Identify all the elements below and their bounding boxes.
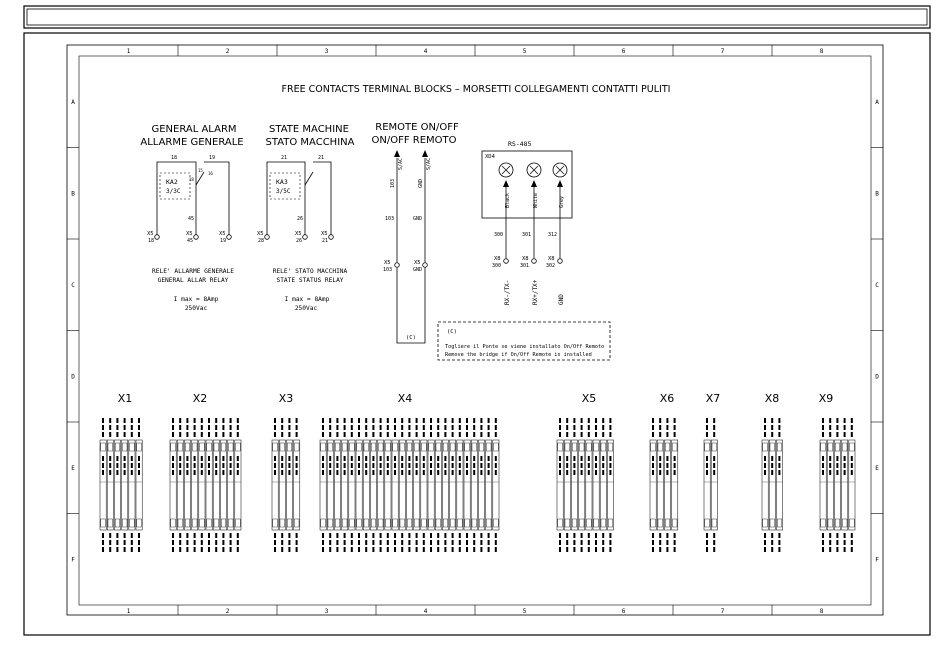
zone-column-label: 4 [423,48,428,55]
terminal-cell [294,418,300,552]
zone-column-label: 3 [324,48,329,55]
remote-title-en: REMOTE ON/OFF [375,122,459,133]
state-machine-relay-label-it: RELE' STATO MACCHINA [272,268,348,275]
drawing-title: FREE CONTACTS TERMINAL BLOCKS – MORSETTI COLLEGAMENTI CONTATTI PULITI [281,84,671,95]
terminal-cell [192,418,198,552]
rs485-core-color: White [533,192,539,208]
svg-text:19: 19 [220,238,227,244]
terminal-cell [349,418,355,552]
zone-row-label: D [875,373,879,381]
terminal-block-label: X9 [818,392,834,405]
terminal-cell [478,418,484,552]
terminal-cell [442,418,448,552]
svg-text:45: 45 [187,238,194,244]
terminal-cell [428,418,434,552]
svg-text:26: 26 [296,238,303,244]
terminal-cell [100,418,106,552]
terminal-cell [399,418,405,552]
general-alarm-relay-label-en: GENERAL ALLAR RELAY [157,277,229,284]
svg-text:X5: X5 [295,231,302,237]
rs485-signal-label: GND [558,294,565,305]
terminal-cell [586,418,592,552]
svg-text:21: 21 [318,155,325,161]
svg-text:X5: X5 [186,231,193,237]
svg-text:103: 103 [383,267,393,273]
terminal-cell [820,418,826,552]
terminal-cell [320,418,326,552]
svg-text:103: 103 [385,216,395,222]
zone-column-label: 8 [819,48,824,55]
terminal-cell [279,418,285,552]
terminal-cell [356,418,362,552]
terminal-cell [272,418,278,552]
state-machine-relay-label-en: STATE STATUS RELAY [276,277,344,284]
rs485-wire-number: 312 [548,232,558,238]
rs485-terminal [532,259,537,264]
state-machine-rating: I max = 8Amp [284,296,330,303]
terminal-cell [762,418,768,552]
general-alarm-title-it: ALLARME GENERALE [140,137,244,148]
rs485-title: RS-485 [508,140,532,148]
ka3-relay-pins: 3/5C [276,188,291,195]
terminal-cell [385,418,391,552]
terminal-cell [342,418,348,552]
terminal-cell [486,418,492,552]
terminal-cell [228,418,234,552]
terminal-cell [286,418,292,552]
rs485-core-color: Grey [559,195,565,208]
bridge-note [438,322,610,360]
general-alarm-rating: I max = 8Amp [173,296,219,303]
state-machine-voltage: 250Vac [294,305,318,312]
rs485-terminal-number: 302 [546,263,556,269]
zone-column-label: 8 [819,608,824,615]
zone-column-label: 2 [225,48,230,55]
terminal-cell [213,418,219,552]
terminal-cell [650,418,656,552]
terminal-cell [334,418,340,552]
rs485-terminal-block: X8 [494,256,501,262]
terminal-cell [170,418,176,552]
svg-text:18: 18 [148,238,155,244]
svg-text:S/AC: S/AC [426,157,432,170]
zone-column-label: 2 [225,608,230,615]
terminal-cell [711,418,717,552]
svg-text:GND: GND [413,216,423,222]
rs485-signal-label: RX-/TX- [504,279,511,305]
svg-text:GND: GND [413,267,423,273]
zone-row-label: E [71,464,75,472]
terminal-cell [704,418,710,552]
zone-row-label: F [875,556,879,564]
terminal-block-label: X7 [705,392,721,405]
terminal-block-label: X6 [659,392,675,405]
terminal-cell [672,418,678,552]
terminal-cell [493,418,499,552]
terminal-cell [435,418,441,552]
general-alarm-voltage: 250Vac [184,305,208,312]
terminal-block-label: X5 [581,392,597,405]
svg-text:45: 45 [188,216,195,222]
svg-text:103: 103 [390,178,396,188]
note-line-en: Remove the bridge if On/Off Remote is installed [445,352,592,358]
remote-onoff-circuit [371,122,458,343]
rs485-wire-number: 301 [522,232,532,238]
terminal-cell [421,418,427,552]
terminal-cell [593,418,599,552]
svg-text:21: 21 [322,238,329,244]
terminal-cell [370,418,376,552]
svg-text:18: 18 [171,155,178,161]
terminal-cell [122,418,128,552]
svg-text:15: 15 [198,168,203,173]
svg-text:GND: GND [418,178,424,188]
svg-text:18: 18 [189,177,194,182]
terminal-cell [177,418,183,552]
terminal-cell [199,418,205,552]
terminal-cell [579,418,585,552]
zone-row-label: F [71,556,75,564]
zone-column-label: 7 [720,48,725,55]
remote-bridge [397,268,425,343]
terminal-block-label: X1 [117,392,133,405]
svg-text:X5: X5 [384,260,391,266]
state-machine-circuit [257,124,355,312]
ka2-relay-tag: KA2 [166,178,178,186]
zone-row-label: C [875,281,879,289]
terminal-cell [406,418,412,552]
terminal-cell [220,418,226,552]
terminal-cell [471,418,477,552]
rs485-terminal-number: 301 [520,263,530,269]
svg-text:19: 19 [209,155,216,161]
note-tag: (C) [447,329,457,335]
terminal-cell [392,418,398,552]
general-alarm-title-en: GENERAL ALARM [151,124,237,135]
zone-column-label: 5 [522,48,527,55]
terminal-block-label: X4 [397,392,413,405]
rs485-terminal-block: X8 [522,256,529,262]
note-line-it: Togliere il Ponte se viene installato On/Off Remoto [445,344,605,350]
terminal-cell [834,418,840,552]
svg-text:X5: X5 [147,231,154,237]
terminal-cell [414,418,420,552]
terminal-cell [464,418,470,552]
terminal-block-label: X3 [278,392,294,405]
terminal-cell [184,418,190,552]
general-alarm-relay-label-it: RELE' ALLARME GENERALE [152,268,234,275]
terminal-block-label: X8 [764,392,780,405]
terminal-cell [657,418,663,552]
terminal-cell [363,418,369,552]
zone-column-label: 4 [423,608,428,615]
terminal-cell [827,418,833,552]
zone-column-label: 7 [720,608,725,615]
svg-text:X5: X5 [257,231,264,237]
terminal-cell [235,418,241,552]
rs485-terminal-number: 300 [492,263,502,269]
rs485-connector-tag: XD4 [485,154,495,160]
svg-text:X5: X5 [321,231,328,237]
zone-row-label: E [875,464,879,472]
terminal-cell [664,418,670,552]
zone-row-label: C [71,281,75,289]
terminal-cell [557,418,563,552]
svg-text:S/AC: S/AC [398,157,404,170]
rs485-signal-label: RX+/TX+ [532,279,539,305]
terminal-cell [842,418,848,552]
rs485-pins [492,163,567,305]
svg-text:16: 16 [208,171,213,176]
rs485-terminal [504,259,509,264]
terminal-cell [564,418,570,552]
ka3-relay-tag: KA3 [276,178,288,186]
terminal-cell [107,418,113,552]
zone-row-label: B [71,190,75,198]
rs485-terminal-block: X8 [548,256,555,262]
terminal-cell [849,418,855,552]
zone-column-label: 6 [621,608,626,615]
terminal-block-strip [100,392,855,552]
terminal-cell [136,418,142,552]
svg-text:21: 21 [281,155,288,161]
zone-row-label: A [71,98,75,106]
svg-text:X5: X5 [219,231,226,237]
zone-column-label: 1 [126,608,131,615]
terminal-cell [571,418,577,552]
terminal-cell [457,418,463,552]
terminal-cell [206,418,212,552]
terminal-cell [450,418,456,552]
rs485-core-color: Black [505,192,511,208]
terminal-cell [327,418,333,552]
terminal-cell [600,418,606,552]
remote-title-it: ON/OFF REMOTO [371,135,457,146]
zone-column-label: 5 [522,608,527,615]
remote-bridge-tag: (C) [406,335,416,341]
state-machine-title-en: STATE MACHINE [269,124,349,135]
zone-row-label: A [875,98,879,106]
rs485-terminal [558,259,563,264]
terminal-cell [378,418,384,552]
terminal-cell [114,418,120,552]
terminal-block-label: X2 [192,392,208,405]
zone-row-label: B [875,190,879,198]
zone-column-label: 3 [324,608,329,615]
terminal-cell [776,418,782,552]
terminal-cell [129,418,135,552]
ka2-relay-pins: 3/3C [166,188,181,195]
zone-column-label: 6 [621,48,626,55]
terminal-cell [607,418,613,552]
rs485-wire-number: 300 [494,232,504,238]
general-alarm-circuit [140,124,243,312]
svg-text:26: 26 [297,216,304,222]
svg-text:28: 28 [258,238,265,244]
svg-text:X5: X5 [414,260,421,266]
terminal-cell [769,418,775,552]
state-machine-title-it: STATO MACCHINA [265,137,355,148]
zone-column-label: 1 [126,48,131,55]
zone-row-label: D [71,373,75,381]
